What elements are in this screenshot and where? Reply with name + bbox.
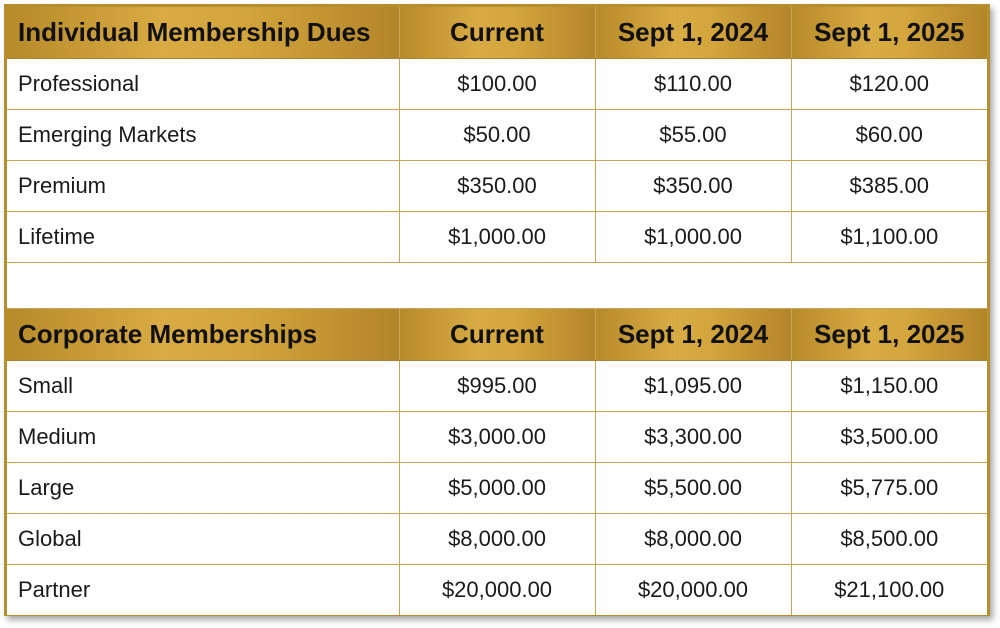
row-label: Professional: [7, 59, 399, 110]
price-cell: $60.00: [791, 110, 987, 161]
dues-table-frame: [4, 4, 990, 616]
table-row: [7, 565, 987, 616]
table-row: [7, 412, 987, 463]
price-cell: $385.00: [791, 161, 987, 212]
price-cell: $5,000.00: [399, 463, 595, 514]
price-cell: $350.00: [399, 161, 595, 212]
row-label: Premium: [7, 161, 399, 212]
price-cell: $3,000.00: [399, 412, 595, 463]
membership-dues-table: [7, 7, 987, 615]
row-label: Medium: [7, 412, 399, 463]
price-cell: $5,775.00: [791, 463, 987, 514]
individual-header-row: [7, 7, 987, 59]
row-label: Partner: [7, 565, 399, 616]
corporate-header-row: [7, 309, 987, 361]
price-cell: $3,500.00: [791, 412, 987, 463]
table-row: [7, 212, 987, 263]
price-cell: $3,300.00: [595, 412, 791, 463]
spacer-cell: [7, 263, 987, 309]
price-cell: $1,150.00: [791, 361, 987, 412]
price-cell: $1,000.00: [399, 212, 595, 263]
price-cell: $120.00: [791, 59, 987, 110]
corporate-col-sept-2025: Sept 1, 2025: [791, 309, 987, 361]
corporate-col-sept-2024: Sept 1, 2024: [595, 309, 791, 361]
individual-section-title: Individual Membership Dues: [7, 7, 399, 59]
section-spacer: [7, 263, 987, 309]
price-cell: $1,000.00: [595, 212, 791, 263]
price-cell: $110.00: [595, 59, 791, 110]
individual-col-sept-2025: Sept 1, 2025: [791, 7, 987, 59]
table-row: [7, 463, 987, 514]
table-row: [7, 59, 987, 110]
price-cell: $20,000.00: [399, 565, 595, 616]
price-cell: $350.00: [595, 161, 791, 212]
row-label: Global: [7, 514, 399, 565]
price-cell: $8,000.00: [399, 514, 595, 565]
price-cell: $21,100.00: [791, 565, 987, 616]
price-cell: $50.00: [399, 110, 595, 161]
price-cell: $1,095.00: [595, 361, 791, 412]
table-row: [7, 361, 987, 412]
price-cell: $1,100.00: [791, 212, 987, 263]
price-cell: $8,500.00: [791, 514, 987, 565]
row-label: Lifetime: [7, 212, 399, 263]
row-label: Large: [7, 463, 399, 514]
price-cell: $995.00: [399, 361, 595, 412]
individual-col-sept-2024: Sept 1, 2024: [595, 7, 791, 59]
corporate-section-title: Corporate Memberships: [7, 309, 399, 361]
price-cell: $20,000.00: [595, 565, 791, 616]
row-label: Small: [7, 361, 399, 412]
table-row: [7, 514, 987, 565]
individual-col-current: Current: [399, 7, 595, 59]
price-cell: $5,500.00: [595, 463, 791, 514]
corporate-col-current: Current: [399, 309, 595, 361]
price-cell: $8,000.00: [595, 514, 791, 565]
row-label: Emerging Markets: [7, 110, 399, 161]
table-row: [7, 161, 987, 212]
price-cell: $100.00: [399, 59, 595, 110]
table-row: [7, 110, 987, 161]
price-cell: $55.00: [595, 110, 791, 161]
